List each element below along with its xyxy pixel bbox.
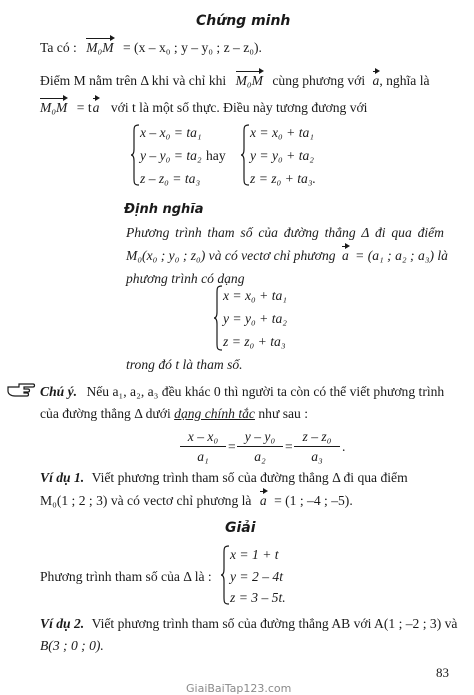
definition-line-4: trong đó t là tham số. (126, 357, 243, 372)
canonical-fraction-2-num: y – y₀ (237, 430, 283, 447)
canonical-eq-2: = (285, 439, 293, 454)
system-4-eq-3: z = 3 – 5t. (230, 590, 286, 605)
canonical-fraction-3 (294, 430, 340, 463)
watermark: GiaiBaiTap123.com (186, 682, 292, 695)
definition-line-2-b: = (a₁ ; a₂ ; a₃) là (355, 248, 448, 263)
page-number: 83 (436, 665, 449, 680)
note-line-1-text: Nếu a₁, a₂, a₃ đều khác 0 thì người ta còn có thể viết phương trình (86, 384, 445, 399)
note-line-2-em: dạng chính tắc (174, 406, 255, 421)
example-2-line-2: B(3 ; 0 ; 0). (40, 638, 104, 653)
definition-line-1: Phương trình tham số của đường thẳng Δ đi qua điểm (126, 225, 444, 240)
system-1-eq-2: y – y₀ = ta₂ (140, 148, 202, 163)
example-1-line-2 (40, 494, 353, 508)
proof-line-2-b: cùng phương với (272, 73, 366, 88)
canonical-fraction-1-num: x – x₀ (180, 430, 226, 447)
system-2-eq-2: y = y₀ + ta₂ (250, 148, 315, 163)
proof-line-3-b: với t là một số thực. Điều này tương đương với (110, 100, 368, 115)
system-1-eq-3: z – z₀ = ta₃ (140, 171, 201, 186)
example-1-line-2-a: M₀(1 ; 2 ; 3) và có vectơ chỉ phương là (40, 493, 252, 508)
canonical-eq-1: = (228, 439, 236, 454)
system-3-eq-2: y = y₀ + ta₂ (223, 311, 288, 326)
canonical-fraction-2-den: a₂ (254, 448, 266, 464)
definition-line-2-a: M₀(x₀ ; y₀ ; z₀) và có vectơ chỉ phương (126, 248, 336, 263)
vector-m0m: M₀M (86, 40, 114, 55)
vector-m0m-2: M₀M (235, 73, 263, 88)
solution-heading: Giải (225, 520, 256, 536)
system-3-eq-1: x = x₀ + ta₁ (223, 288, 288, 303)
example-2-line-1 (40, 617, 457, 631)
system-4-eq-2: y = 2 – 4t (230, 569, 283, 584)
proof-line-2-a: Điểm M nằm trên Δ khi và chỉ khi (40, 73, 227, 88)
system-4-eq-1: x = 1 + t (230, 547, 279, 562)
vector-a-3: a (341, 248, 349, 263)
system-1-brace (130, 124, 140, 186)
proof-line-2 (40, 74, 430, 88)
example-1-label: Ví dụ 1. (40, 470, 85, 485)
example-1-line-1 (40, 471, 444, 485)
vector-a-4: a (259, 493, 267, 508)
definition-line-3: phương trình có dạng (126, 271, 245, 286)
system-3-eq-3: z = z₀ + ta₃ (223, 334, 286, 349)
vector-a-2: a (92, 100, 100, 115)
proof-line-1-lead: Ta có : (40, 40, 77, 55)
definition-line-2 (126, 249, 448, 263)
pointing-hand-icon (6, 382, 36, 398)
canonical-fraction-3-num: z – z₀ (294, 430, 340, 447)
system-1-eq-1: x – x₀ = ta₁ (140, 125, 202, 140)
note-line-2-a: của đường thẳng Δ dưới (40, 406, 171, 421)
note-line-2 (40, 407, 308, 421)
note-label: Chú ý. (40, 384, 78, 399)
proof-line-2-c: , nghĩa là (379, 73, 430, 88)
proof-heading: Chứng minh (196, 13, 291, 29)
solution-text: Phương trình tham số của Δ là : (40, 569, 212, 584)
note-line-1 (40, 385, 444, 399)
canonical-fraction-2 (237, 430, 283, 463)
vector-m0m-3: M₀M (40, 100, 68, 115)
system-4-brace (220, 545, 230, 605)
proof-line-1 (40, 41, 262, 55)
definition-heading: Định nghĩa (124, 202, 204, 217)
system-2-eq-3: z = z₀ + ta₃. (250, 171, 316, 186)
proof-line-1-rhs: = (x – x₀ ; y – y₀ ; z – z₀). (122, 40, 262, 55)
vector-a: a (372, 73, 380, 88)
proof-line-3-mid: = t (76, 100, 92, 115)
proof-line-3 (40, 101, 367, 115)
canonical-fraction-1-den: a₁ (197, 448, 209, 464)
example-1-line-1-text: Viết phương trình tham số của đường thẳng Δ đi qua điểm (91, 470, 408, 485)
note-line-2-b: như sau : (258, 406, 308, 421)
canonical-dot: . (342, 439, 346, 454)
example-1-line-2-b: = (1 ; –4 ; –5). (274, 493, 353, 508)
canonical-fraction-1 (180, 430, 226, 463)
system-3-brace (213, 285, 223, 351)
example-2-line-1-text: Viết phương trình tham số của đường thẳng AB với A(1 ; –2 ; 3) và (91, 616, 458, 631)
example-2-label: Ví dụ 2. (40, 616, 85, 631)
system-2-eq-1: x = x₀ + ta₁ (250, 125, 315, 140)
system-2-brace (240, 124, 250, 186)
canonical-fraction-3-den: a₃ (311, 448, 323, 464)
hay-text: hay (206, 148, 226, 163)
